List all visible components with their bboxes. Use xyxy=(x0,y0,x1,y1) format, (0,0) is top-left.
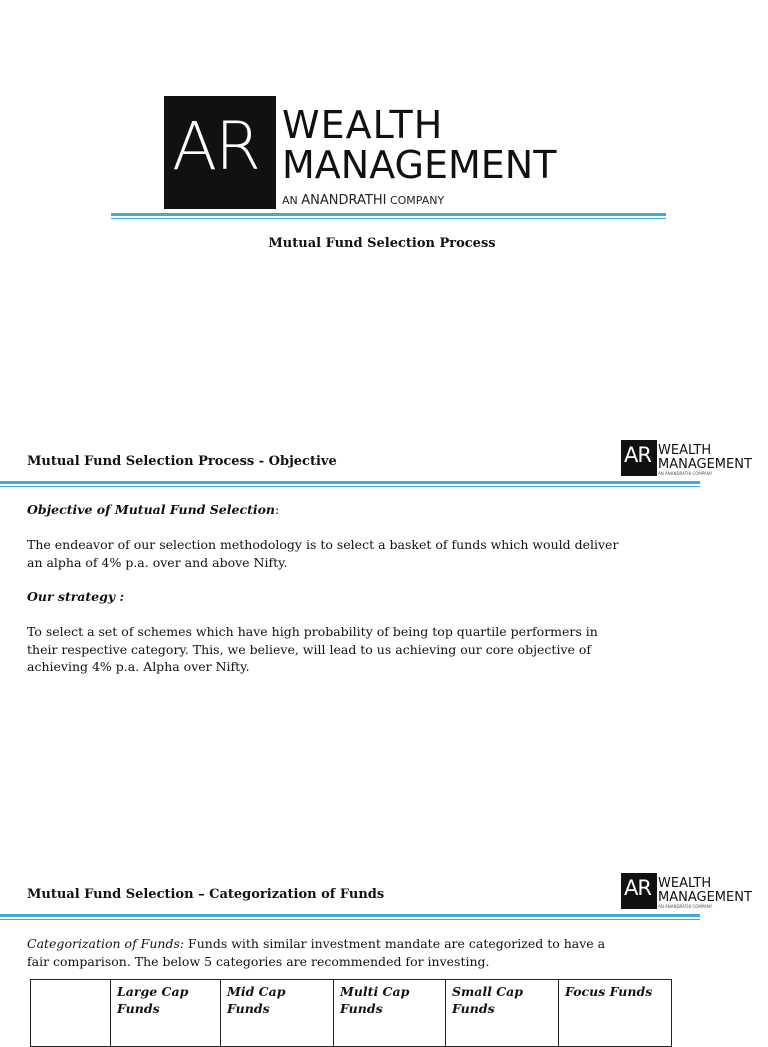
small-logo: AR WEALTH MANAGEMENT AN ANANDRATHI COMPANY xyxy=(621,440,761,476)
objective-text: The endeavor of our selection methodology is to select a basket of funds which would deliver an alpha of 4% p.a. over and above Nifty. xyxy=(27,537,619,570)
categorization-section-title: Mutual Fund Selection – Categorization of Funds xyxy=(27,887,385,902)
table-cell: Large Cap Funds xyxy=(111,980,221,1047)
section-rule xyxy=(0,481,700,484)
logo-mark: AR xyxy=(164,96,276,209)
small-logo: AR WEALTH MANAGEMENT AN ANANDRATHI COMPANY xyxy=(621,873,761,909)
section-rule-thin xyxy=(0,919,700,920)
table-cell: Focus Funds xyxy=(559,980,672,1047)
header-rule xyxy=(111,213,666,216)
section-rule-thin xyxy=(0,486,700,487)
logo-tagline: AN ANANDRATHI COMPANY xyxy=(282,193,445,208)
categorization-text: Categorization of Funds: Funds with similar investment mandate are categorized to have a fair comparison. The below 5 categories are recommended for investing. xyxy=(27,936,606,969)
objective-heading: Objective of Mutual Fund Selection: xyxy=(27,502,280,517)
table-cell: Mid Cap Funds xyxy=(221,980,334,1047)
section-rule xyxy=(0,914,700,917)
table-cell xyxy=(31,980,111,1047)
table-row xyxy=(31,980,672,1047)
page-title: Mutual Fund Selection Process xyxy=(268,236,496,251)
table-cell: Multi Cap Funds xyxy=(334,980,446,1047)
strategy-text: To select a set of schemes which have high probability of being top quartile performers in their respective category. This, we believe, will lead to us achieving our core objective of achieving 4% p.a. Alpha over Nifty. xyxy=(27,624,598,674)
header-rule-thin xyxy=(111,218,666,219)
logo-line-wealth: WEALTH xyxy=(282,103,444,147)
company-logo xyxy=(164,96,614,210)
objective-section-title: Mutual Fund Selection Process - Objective xyxy=(27,454,337,469)
table-cell: Small Cap Funds xyxy=(446,980,559,1047)
strategy-heading: Our strategy : xyxy=(27,589,125,604)
fund-categories-table xyxy=(30,979,672,1047)
logo-line-management: MANAGEMENT xyxy=(282,143,557,187)
